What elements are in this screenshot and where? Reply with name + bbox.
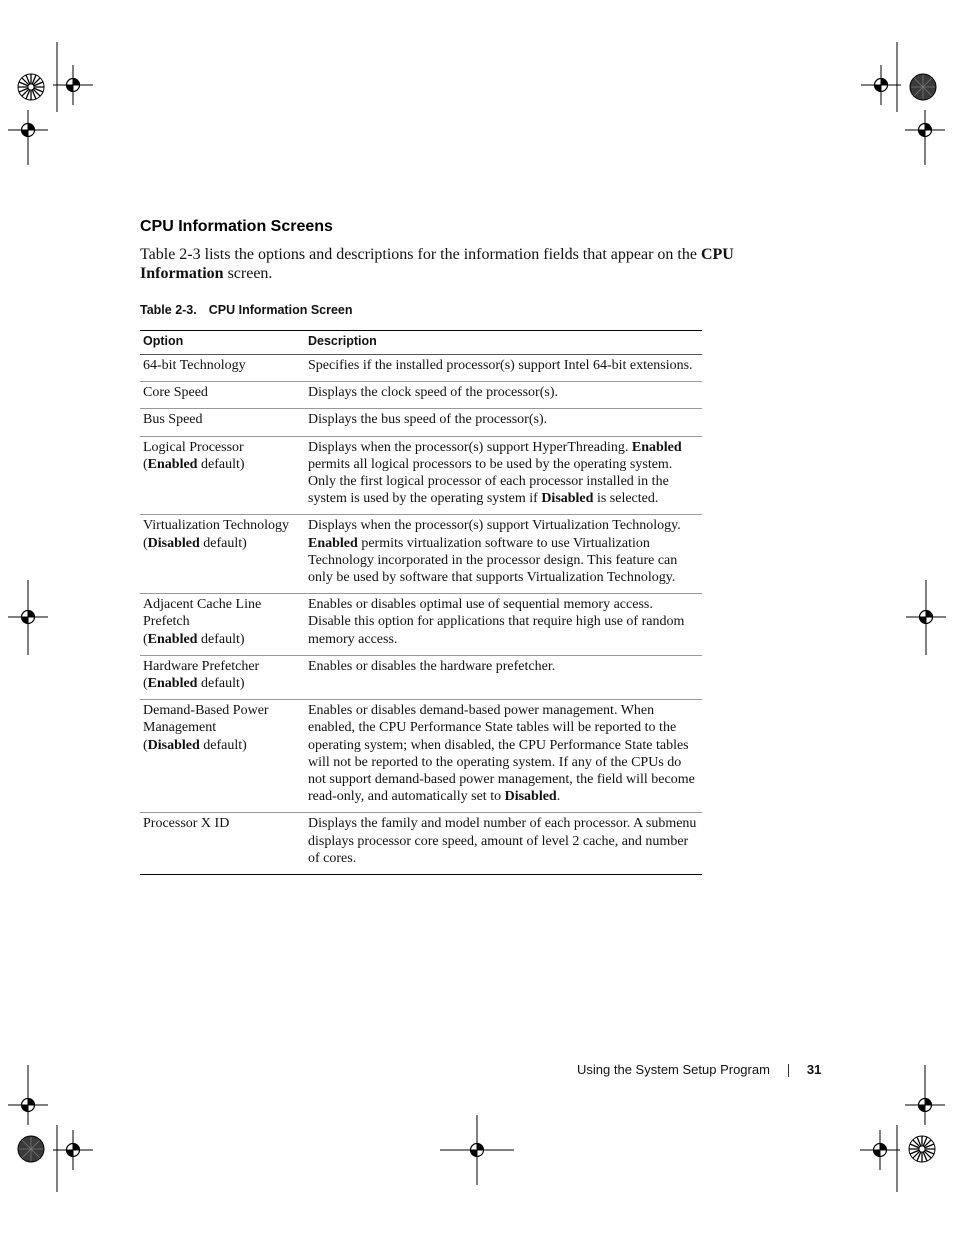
text-run: (: [143, 535, 148, 551]
table-row: [140, 382, 702, 409]
page-footer: [577, 1062, 821, 1077]
header-option: Option: [140, 331, 305, 355]
section-title: CPU Information Screens: [140, 218, 333, 235]
option-cell: [140, 355, 305, 382]
description-cell: [305, 700, 702, 813]
table-row: [140, 594, 702, 656]
text-run: 64-bit Technology: [143, 358, 246, 373]
text-run: .: [556, 789, 561, 805]
page-number: 31: [806, 1062, 822, 1077]
text-run: Displays the family and model number of each processor. A submenu displays processor core speed, amount of level 2 cache, and number of cores.: [308, 816, 697, 866]
bold-term: Enabled: [631, 439, 682, 455]
text-run: Hardware Prefetcher: [143, 658, 260, 674]
bold-term: Enabled: [147, 456, 198, 472]
description-cell: [305, 355, 702, 382]
text-run: default): [197, 456, 245, 472]
table-row: [140, 355, 702, 382]
text-run: Enables or disables demand-based power management. When enabled, the CPU Performance State tables will be reported to the operating system; when disabled, the CPU Performance State tables will not be reported to the operating system. If any of the CPUs do not support demand-based power management, the field will become read-only, and automatically set to: [308, 703, 695, 805]
footer-separator: [788, 1064, 789, 1077]
text-run: (: [143, 676, 148, 692]
table-caption-title: CPU Information Screen: [208, 303, 353, 317]
option-cell: [140, 382, 305, 409]
option-cell: [140, 813, 305, 875]
text-run: Displays the clock speed of the processor(s).: [308, 385, 558, 401]
intro-text-end: screen.: [223, 265, 273, 282]
option-cell: [140, 655, 305, 699]
text-run: default): [199, 535, 247, 551]
description-cell: [305, 409, 702, 436]
intro-paragraph: [140, 245, 755, 283]
header-description: Description: [305, 331, 702, 355]
bold-term: Disabled: [504, 789, 557, 805]
option-cell: [140, 515, 305, 594]
text-run: permits virtualization software to use Virtualization Technology incorporated in the processor design. This feature can only be used by software that supports Virtualization Technology.: [308, 535, 678, 586]
table-row: [140, 436, 702, 515]
table-caption-label: Table 2-3.: [140, 303, 197, 317]
table-row: [140, 409, 702, 436]
intro-text: Table 2-3 lists the options and descriptions for the information fields that appear on the: [140, 246, 701, 263]
text-run: default): [199, 737, 247, 753]
text-run: Displays the bus speed of the processor(s).: [308, 412, 548, 428]
bold-term: Enabled: [147, 631, 198, 647]
text-run: Displays when the processor(s) support Virtualization Technology.: [308, 518, 681, 534]
text-run: Bus Speed: [143, 412, 203, 428]
option-cell: [140, 700, 305, 813]
text-run: Logical Processor: [143, 439, 244, 455]
description-cell: [305, 594, 702, 656]
text-run: (: [143, 737, 148, 753]
description-cell: [305, 382, 702, 409]
text-run: Specifies if the installed processor(s) support Intel 64-bit extensions.: [308, 358, 693, 373]
text-run: is selected.: [593, 491, 659, 507]
description-cell: [305, 655, 702, 699]
description-cell: [305, 813, 702, 875]
footer-chapter-title: Using the System Setup Program: [577, 1062, 770, 1077]
cpu-information-table: [140, 330, 702, 875]
table-row: [140, 655, 702, 699]
bold-term: Enabled: [308, 535, 358, 551]
table-row: [140, 813, 702, 875]
table-row: [140, 700, 702, 813]
bold-term: Disabled: [147, 535, 200, 551]
text-run: Core Speed: [143, 385, 208, 401]
bold-term: Disabled: [541, 491, 594, 507]
text-run: Displays when the processor(s) support HyperThreading.: [308, 439, 632, 455]
option-cell: [140, 594, 305, 656]
intro-bold-text: CPU Information: [140, 246, 734, 282]
table-caption: [140, 303, 353, 317]
description-cell: [305, 515, 702, 594]
option-cell: [140, 436, 305, 515]
table-body: [140, 355, 702, 875]
text-run: Processor X ID: [143, 816, 230, 832]
description-cell: [305, 436, 702, 515]
bold-term: Disabled: [147, 737, 200, 753]
text-run: permits all logical processors to be used by the operating system. Only the first logical processor of each processor installed in the system is used by the operating system if: [308, 456, 673, 507]
table-header-row: [140, 331, 702, 355]
text-run: Enables or disables optimal use of sequential memory access. Disable this option for applications that require high use of random memory access.: [308, 597, 685, 647]
text-run: default): [197, 676, 245, 692]
text-run: Adjacent Cache Line Prefetch: [143, 597, 262, 630]
text-run: default): [197, 631, 245, 647]
text-run: (: [143, 456, 148, 472]
text-run: Virtualization Technology: [143, 518, 290, 534]
text-run: Demand-Based Power Management: [143, 703, 269, 736]
option-cell: [140, 409, 305, 436]
text-run: Enables or disables the hardware prefetcher.: [308, 658, 556, 674]
table-row: [140, 515, 702, 594]
bold-term: Enabled: [147, 676, 198, 692]
text-run: (: [143, 631, 148, 647]
